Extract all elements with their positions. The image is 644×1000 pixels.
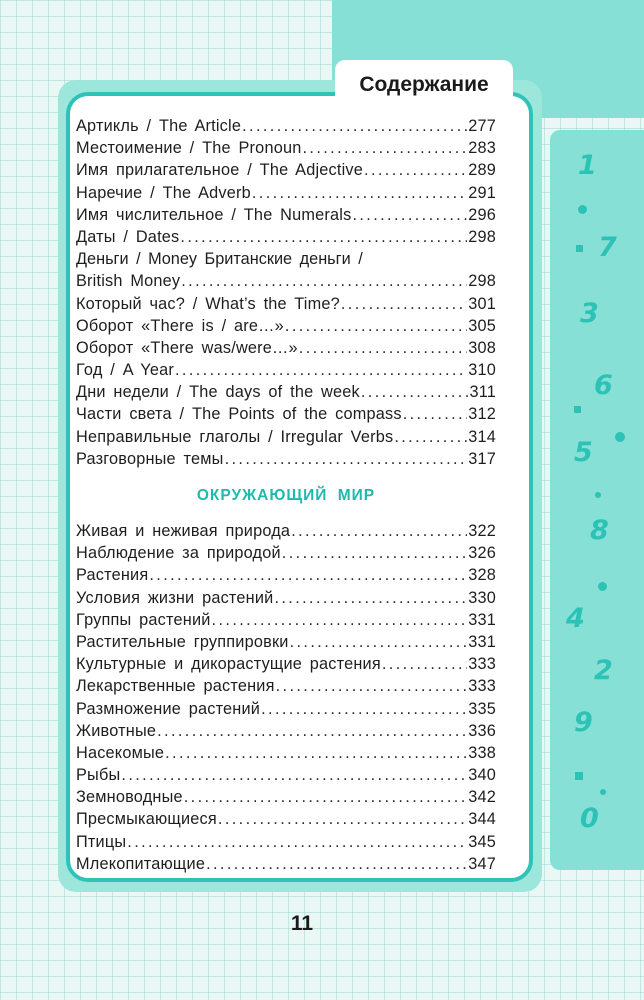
toc-entry-title: Оборот «There was/were…» [76,338,298,357]
toc-leader-dots [290,631,468,653]
decor-digit-icon: 0 [580,803,599,834]
toc-entry-title: Местоимение / The Pronoun [76,139,302,158]
toc-leader-dots [121,764,467,786]
toc-entry-page: 330 [468,588,496,607]
toc-entry-page: 328 [468,566,496,585]
toc-leader-dots [165,742,467,764]
toc-section-language-continued [76,293,496,471]
toc-entry[interactable] [76,204,496,226]
toc-entry-title: Неправильные глаголы / Irregular Verbs [76,427,394,446]
toc-leader-dots [157,720,467,742]
toc-entry[interactable] [76,853,496,875]
toc-entry-page: 338 [468,743,496,762]
decor-digit-icon: 8 [590,515,609,546]
toc-entry[interactable] [76,720,496,742]
decor-digit-icon: 9 [574,707,593,738]
toc-entry-page: 283 [468,139,496,158]
toc-entry-page: 322 [468,522,496,540]
toc-entry-title: Культурные и дикорастущие растения [76,655,381,674]
toc-leader-dots [206,853,467,875]
toc-entry-title: Насекомые [76,743,165,762]
toc-leader-dots [184,786,467,808]
toc-leader-dots [302,137,467,159]
toc-entry-title: Который час? / What’s the Time? [76,294,340,313]
toc-entry-page: 289 [468,161,496,180]
toc-entry[interactable] [76,337,496,359]
side-decor-strip [550,130,644,870]
decor-digit-icon: 5 [574,437,593,468]
toc-entry-page: 336 [468,721,496,740]
toc-entry-title: Пресмыкающиеся [76,810,217,829]
toc-entry-page: 305 [468,316,496,335]
toc-entry-title: Лекарственные растения [76,677,275,696]
toc-entry-page: 312 [468,405,496,424]
toc-entry-money-line1[interactable]: Деньги / Money Британские деньги / [76,250,363,269]
toc-entry-page: 335 [468,699,496,718]
toc-leader-dots [261,698,467,720]
toc-entry[interactable] [76,808,496,830]
table-of-contents [76,115,496,875]
toc-leader-dots [252,182,467,204]
toc-entry-title: Даты / Dates [76,227,180,246]
toc-entry[interactable] [76,403,496,425]
toc-entry-page: 308 [468,338,496,357]
decor-square-icon [575,772,583,780]
toc-entry-page: 345 [468,832,496,851]
toc-entry-title: Наречие / The Adverb [76,183,251,202]
decor-dot-icon [578,205,587,214]
toc-entry[interactable] [76,159,496,181]
decor-digit-icon: 7 [598,232,617,263]
toc-entry[interactable] [76,831,496,853]
toc-entry-title: Имя числительное / The Numerals [76,205,352,224]
toc-entry-page: 344 [468,810,496,829]
toc-entry[interactable] [76,609,496,631]
toc-leader-dots [282,542,467,564]
decor-dot-icon [600,789,606,795]
toc-entry[interactable] [76,115,496,137]
toc-entry-money[interactable] [76,270,496,292]
toc-entry[interactable] [76,542,496,564]
toc-entry-title: Наблюдение за природой [76,544,281,563]
toc-entry-title: Растительные группировки [76,632,289,651]
toc-leader-dots [299,337,467,359]
toc-leader-dots [341,293,467,315]
toc-section-world [76,520,496,875]
toc-entry[interactable] [76,226,496,248]
section-heading: ОКРУЖАЮЩИЙ МИР [196,487,376,504]
toc-entry-page: 331 [468,632,496,651]
decor-digit-icon: 1 [578,150,597,181]
toc-entry-page: 331 [468,610,496,629]
toc-entry[interactable] [76,764,496,786]
page-number: 11 [290,912,314,935]
toc-leader-dots [285,315,467,337]
toc-entry-page: 298 [468,272,496,291]
toc-entry[interactable] [76,448,496,470]
toc-leader-dots [403,403,468,425]
toc-leader-dots [149,564,467,586]
toc-entry-page: 291 [468,183,496,202]
toc-entry-title: Птицы [76,832,127,851]
toc-entry-page: 301 [468,294,496,313]
decor-dot-icon [615,432,625,442]
toc-entry-page: 314 [468,427,496,446]
toc-leader-dots [361,381,469,403]
toc-entry[interactable] [76,631,496,653]
toc-entry-title: Группы растений [76,610,211,629]
toc-leader-dots [274,587,467,609]
toc-entry-page: 326 [468,544,496,563]
toc-leader-dots [218,808,467,830]
toc-entry-title: Имя прилагательное / The Adjective [76,161,364,180]
toc-entry-page: 333 [468,677,496,696]
toc-entry[interactable] [76,426,496,448]
toc-entry[interactable] [76,520,496,542]
toc-entry[interactable] [76,587,496,609]
toc-leader-dots [242,115,467,137]
toc-entry-title: Размножение растений [76,699,261,718]
toc-entry-title: Условия жизни растений [76,588,274,607]
toc-leader-dots [352,204,467,226]
decor-digit-icon: 2 [594,655,613,686]
toc-entry[interactable] [76,381,496,403]
toc-entry-title: Дни недели / The days of the week [76,383,360,402]
toc-entry[interactable] [76,653,496,675]
toc-leader-dots [276,675,468,697]
toc-leader-dots [225,448,468,470]
toc-entry-page: 342 [468,788,496,807]
toc-leader-dots [394,426,467,448]
toc-entry-title: Животные [76,721,157,740]
decor-digit-icon: 6 [594,370,613,401]
decor-digit-icon: 4 [566,603,585,634]
decor-digit-icon: 3 [580,298,599,329]
decor-dot-icon [595,492,601,498]
toc-entry-page: 340 [468,766,496,785]
toc-entry-page: 277 [468,117,496,135]
toc-entry-page: 333 [468,655,496,674]
toc-entry[interactable] [76,293,496,315]
toc-entry[interactable] [76,137,496,159]
toc-entry[interactable] [76,182,496,204]
toc-entry-title: Разговорные темы [76,449,224,468]
toc-entry-title: Части света / The Points of the compass [76,405,402,424]
toc-entry[interactable] [76,786,496,808]
toc-entry-title: Растения [76,566,149,585]
toc-entry[interactable] [76,564,496,586]
toc-entry-title: Артикль / The Article [76,117,242,135]
toc-entry-page: 347 [468,854,496,873]
toc-entry-page: 310 [468,361,496,380]
toc-entry-title: Земноводные [76,788,183,807]
toc-entry-title: British Money [76,272,181,291]
toc-entry-title: Год / A Year [76,361,174,380]
toc-leader-dots [364,159,467,181]
toc-entry[interactable] [76,742,496,764]
toc-entry-title: Млекопитающие [76,854,206,873]
toc-leader-dots [127,831,467,853]
toc-section-language [76,115,496,248]
decor-square-icon [576,245,583,252]
toc-leader-dots [181,270,467,292]
toc-entry[interactable] [76,698,496,720]
toc-entry[interactable] [76,675,496,697]
toc-leader-dots [212,609,468,631]
toc-entry-title: Рыбы [76,766,121,785]
toc-leader-dots [175,359,467,381]
toc-entry-page: 317 [468,449,496,468]
toc-leader-dots [382,653,467,675]
toc-entry-title: Оборот «There is / are…» [76,316,284,335]
toc-entry-page: 296 [468,205,496,224]
page-title: Содержание [335,60,513,110]
toc-entry[interactable] [76,359,496,381]
toc-entry-page: 298 [468,227,496,246]
toc-leader-dots [291,520,467,542]
decor-dot-icon [598,582,607,591]
toc-entry-title: Живая и неживая природа [76,522,291,540]
toc-leader-dots [180,226,467,248]
toc-entry-page: 311 [469,383,496,402]
toc-entry[interactable] [76,315,496,337]
decor-square-icon [574,406,581,413]
